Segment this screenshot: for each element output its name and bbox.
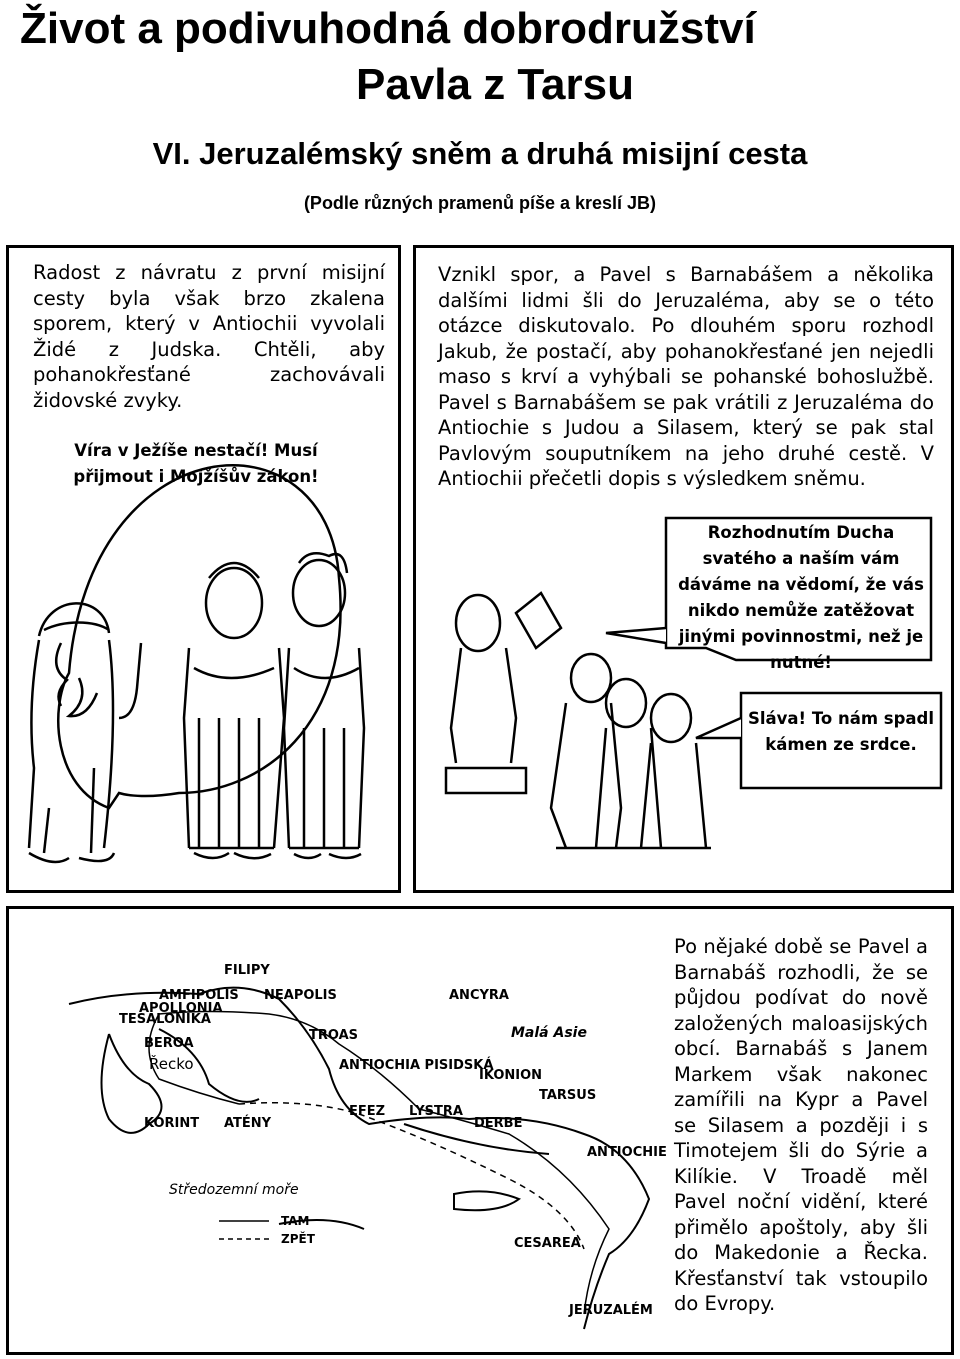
- map-label-antiochia-pisidska: ANTIOCHIA PISIDSKÁ: [339, 1058, 494, 1073]
- map-label-sea: Středozemní moře: [169, 1182, 299, 1198]
- map-label-derbe: DERBE: [474, 1116, 523, 1131]
- map-label-troas: TROAS: [309, 1028, 359, 1043]
- map-label-neapolis: NEAPOLIS: [264, 988, 337, 1003]
- map-label-korint: KORINT: [144, 1116, 200, 1131]
- map-label-apollonia: APOLLONIA: [139, 1001, 223, 1016]
- journey-routes: [149, 1012, 609, 1315]
- panel1-drawing: [9, 248, 398, 890]
- comic-panel-1: [6, 245, 401, 893]
- map-label-tesalonika: TESALONIKA: [119, 1012, 211, 1027]
- legend-there: TAM: [281, 1214, 310, 1228]
- map-label-filipy: FILIPY: [224, 963, 270, 978]
- map-labels: [119, 963, 667, 1318]
- map-label-amfipolis: AMFIPOLIS: [159, 988, 239, 1003]
- map-label-ikonion: IKONION: [479, 1068, 543, 1083]
- map-legend: [219, 1214, 316, 1246]
- map-label-ancyra: ANCYRA: [449, 988, 509, 1003]
- credit-line: (Podle různých pramenů píše a kreslí JB): [303, 193, 657, 213]
- panel1-narration: Radost z návratu z první misijní cesty byla však brzo zkalena sporem, který v Antiochii vyvolali Židé z Judska. Chtěli, aby pohanokřesťané zachovávali židovské zvyky.: [33, 261, 385, 412]
- title-line-2: Pavla z Tarsu: [356, 60, 634, 109]
- map-label-efez: EFEZ: [349, 1104, 386, 1119]
- listening-crowd: [551, 654, 711, 848]
- map-label-recko: Řecko: [149, 1055, 194, 1073]
- comic-panel-2: [413, 245, 954, 893]
- map-label-lystra: LYSTRA: [409, 1104, 463, 1119]
- map-label-jeruzalem: JERUZALÉM: [569, 1303, 653, 1318]
- map-label-beroa: BEROA: [144, 1036, 194, 1051]
- map-label-tarsus: TARSUS: [539, 1088, 597, 1103]
- legend-back: ZPĚT: [281, 1232, 315, 1246]
- panel2-narration: Vznikl spor, a Pavel s Barnabášem a několika dalšími lidmi šli do Jeruzaléma, aby se o této otázce diskutovalo. Po dlouhém sporu rozhodl Jakub, že postačí, aby pohanokřesťané jen nejedli maso s krví a vyhýbali se pohanské bohoslužbě. Pavel s Barnabášem se pak vrátili z Jeruzaléma do Antiochie s Judou a Silasem, který se pak stal Pavlovým souputníkem na jeho druhé cestě. V Antiochii přečetli dopis s výsledkem sněmu.: [438, 263, 934, 490]
- title-line-1: Život a podivuhodná dobrodružství: [20, 4, 756, 53]
- reader-with-scroll-figure: [446, 593, 561, 793]
- relief-speech: Sláva! To nám spadl kámen ze srdce.: [747, 709, 935, 754]
- map-label-mala-asie: Malá Asie: [511, 1025, 587, 1041]
- panel1-speech: Víra v Ježíše nestačí! Musí přijmout i Mojžíšův zákon!: [73, 441, 319, 486]
- letter-speech: Rozhodnutím Ducha svatého a naším vám dáváme na vědomí, že vás nikdo nemůže zatěžovat jinými povinnostmi, než je nutné!: [678, 523, 924, 672]
- chapter-title: VI. Jeruzalémský sněm a druhá misijní cesta: [152, 136, 808, 171]
- comic-panel-3-map: [6, 906, 954, 1355]
- map-label-antiochie: ANTIOCHIE: [587, 1145, 667, 1160]
- panel3-narration: Po nějaké době se Pavel a Barnabáš rozhodli, že se půjdou podívat do nově založených maloasijských obcí. Barnabáš s Janem Markem však nakonec zamířili na Kypr a Pavel se Silasem a později i s Timotejem šli do Sýrie a Kilíkie. V Troadě měl Pavel noční vidění, které přimělo apoštoly, aby šli do Makedonie a Řecka. Křesťanství tak vstoupilo do Evropy.: [674, 935, 928, 1315]
- map-label-ateny: ATÉNY: [224, 1116, 272, 1131]
- map-label-cesarea: CESAREA: [514, 1236, 581, 1251]
